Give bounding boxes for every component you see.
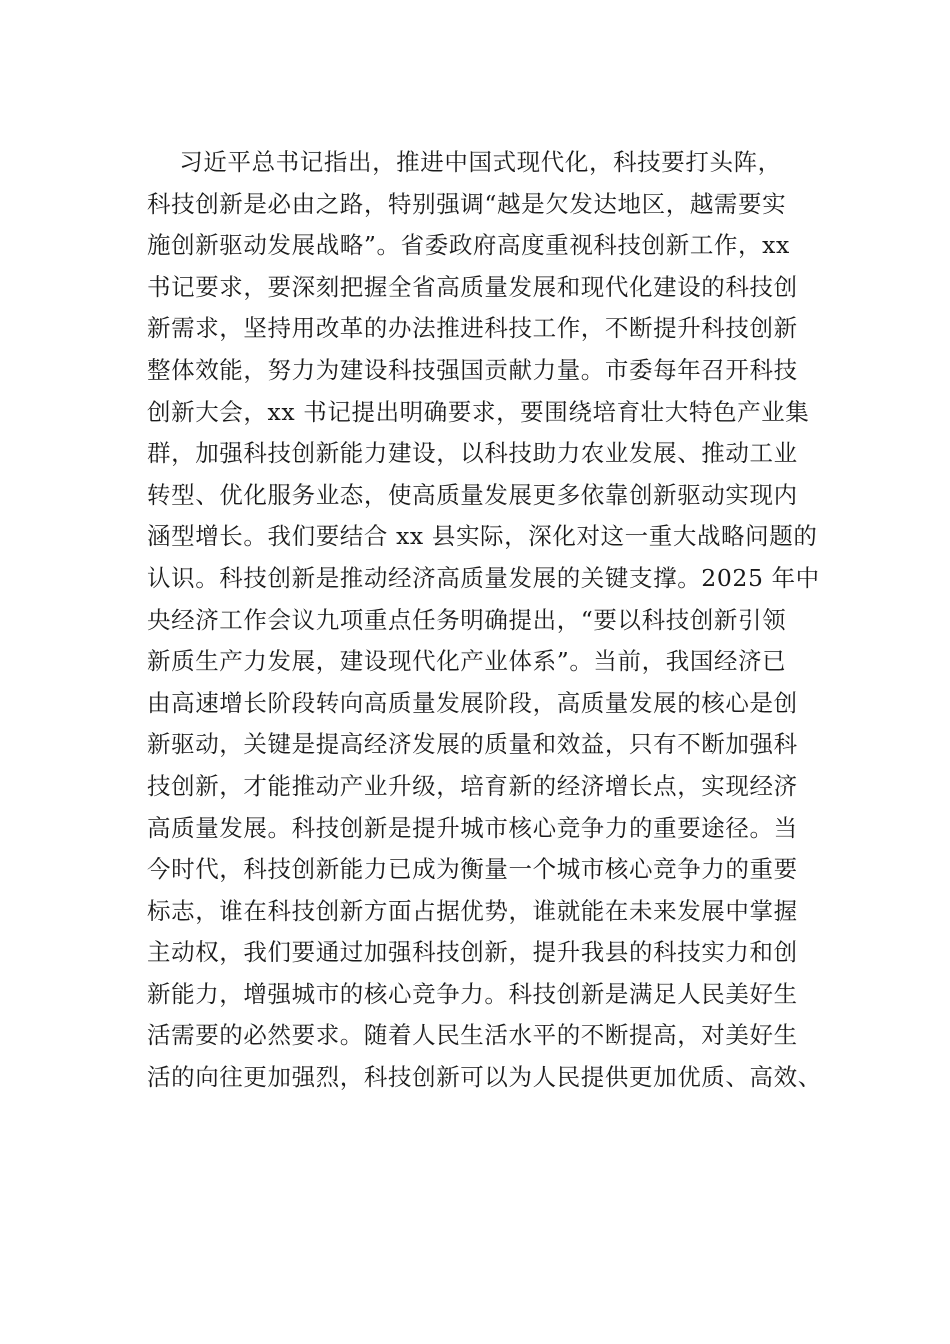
text-line: 新需求，坚持用改革的办法推进科技工作，不断提升科技创新: [147, 314, 798, 343]
text-line: 技创新，才能推动产业升级，培育新的经济增长点，实现经济: [147, 771, 798, 800]
text-line: 标志，谁在科技创新方面占据优势，谁就能在未来发展中掌握: [147, 896, 798, 925]
text-line: 认识。科技创新是推动经济高质量发展的关键支撑。2025 年中: [147, 563, 820, 592]
text-line: 转型、优化服务业态，使高质量发展更多依靠创新驱动实现内: [147, 480, 798, 509]
text-line: 施创新驱动发展战略”。省委政府高度重视科技创新工作，xx: [147, 231, 790, 260]
text-line: 新能力，增强城市的核心竞争力。科技创新是满足人民美好生: [147, 979, 798, 1008]
text-line: 今时代，科技创新能力已成为衡量一个城市核心竞争力的重要: [147, 855, 798, 884]
text-line: 央经济工作会议九项重点任务明确提出，“要以科技创新引领: [147, 605, 787, 634]
text-line: 群，加强科技创新能力建设，以科技助力农业发展、推动工业: [147, 439, 798, 468]
body-paragraph: [147, 142, 827, 1099]
text-line: 活的向往更加强烈，科技创新可以为人民提供更加优质、高效、: [147, 1063, 822, 1092]
text-line: 整体效能，努力为建设科技强国贡献力量。市委每年召开科技: [147, 355, 798, 384]
text-line: 活需要的必然要求。随着人民生活水平的不断提高，对美好生: [147, 1021, 798, 1050]
text-line: 新驱动，关键是提高经济发展的质量和效益，只有不断加强科: [147, 730, 798, 759]
text-line: 主动权，我们要通过加强科技创新，提升我县的科技实力和创: [147, 938, 798, 967]
text-line: 涵型增长。我们要结合 xx 县实际，深化对这一重大战略问题的: [147, 522, 818, 551]
text-line: 由高速增长阶段转向高质量发展阶段，高质量发展的核心是创: [147, 688, 798, 717]
text-line: 习近平总书记指出，推进中国式现代化，科技要打头阵，: [147, 148, 782, 176]
text-line: 创新大会，xx 书记提出明确要求，要围绕培育壮大特色产业集: [147, 397, 810, 426]
text-line: 高质量发展。科技创新是提升城市核心竞争力的重要途径。当: [147, 813, 798, 842]
text-line: 新质生产力发展，建设现代化产业体系”。当前，我国经济已: [147, 647, 787, 676]
text-line: 科技创新是必由之路，特别强调“越是欠发达地区，越需要实: [147, 189, 787, 218]
text-line: 书记要求，要深刻把握全省高质量发展和现代化建设的科技创: [147, 272, 798, 301]
